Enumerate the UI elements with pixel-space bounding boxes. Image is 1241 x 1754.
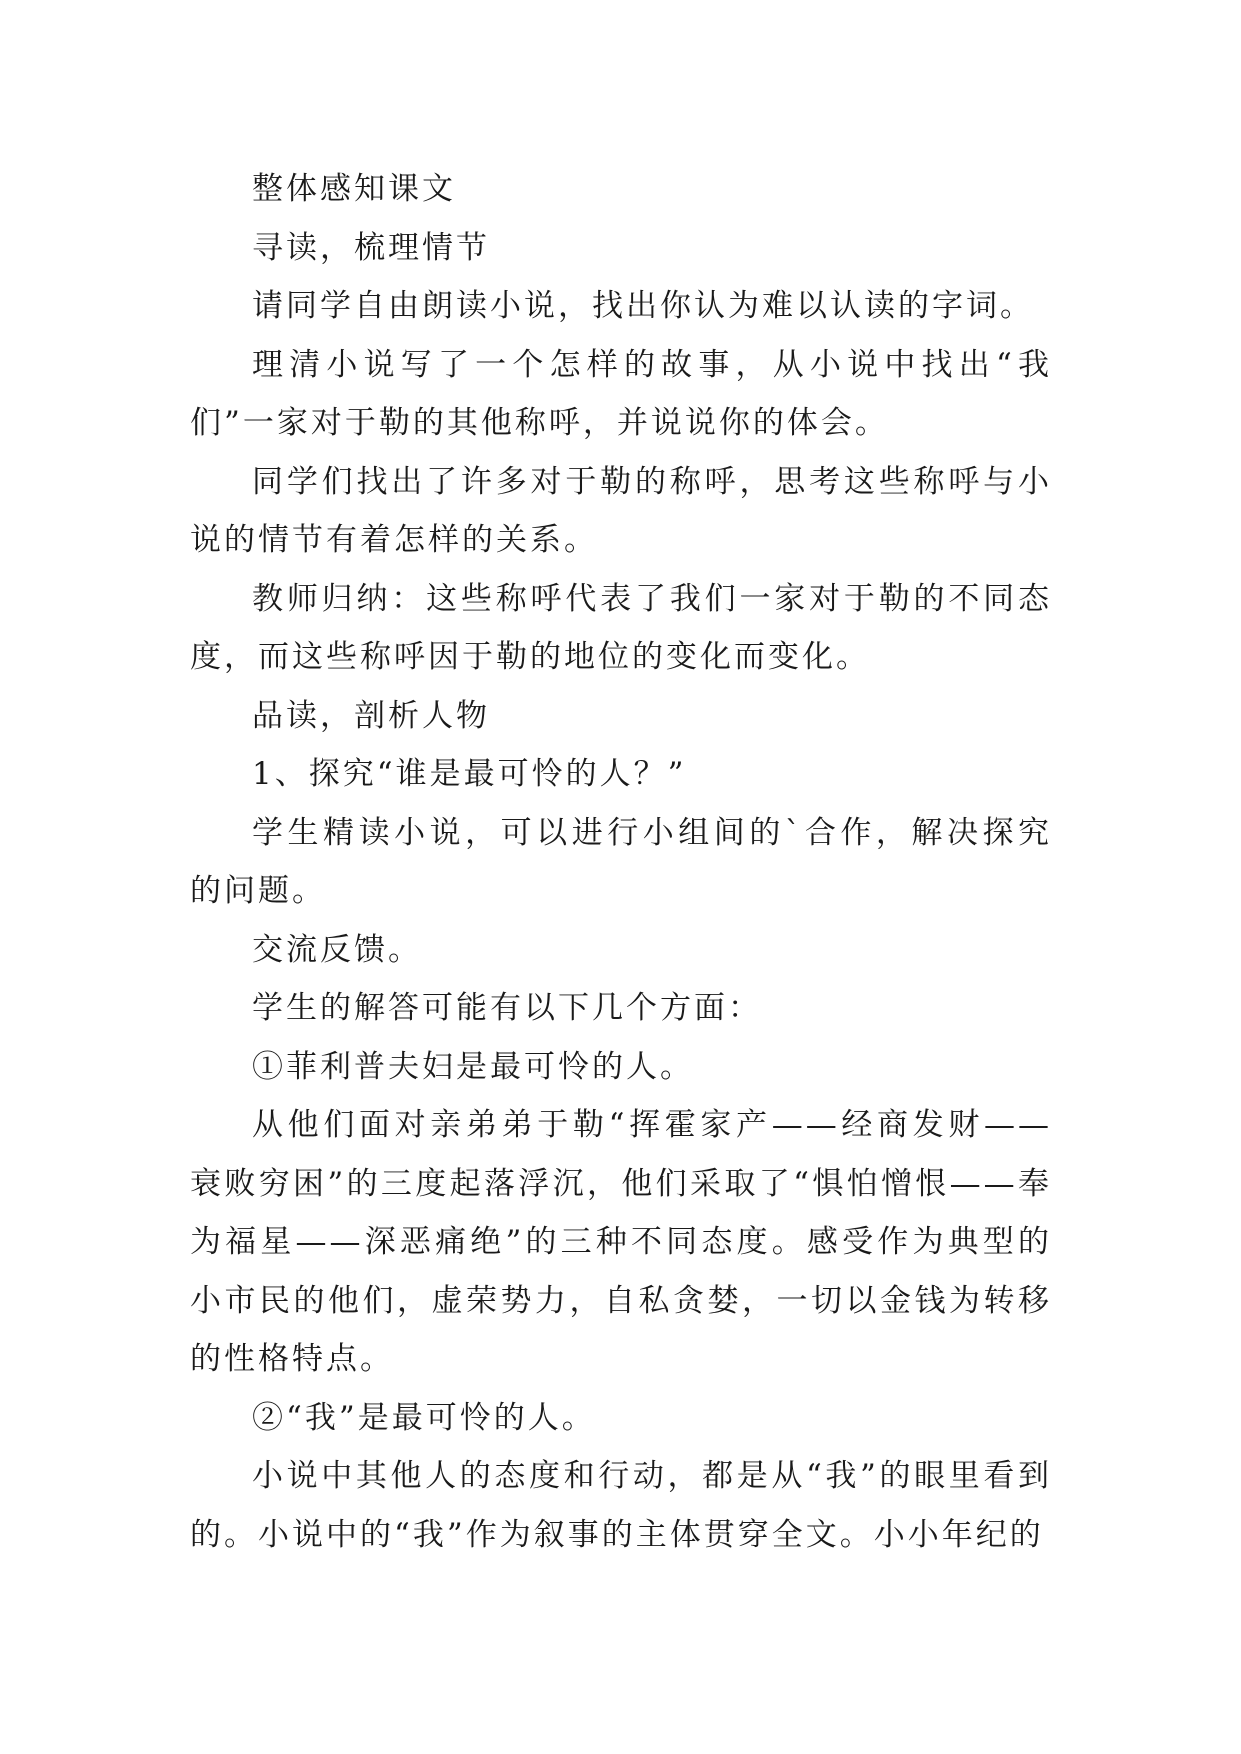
paragraph: 交流反馈。 [252, 931, 422, 968]
paragraph: 同学们找出了许多对于勒的称呼，思考这些称呼与小说的情节有着怎样的关系。 [190, 463, 1052, 558]
paragraph-answer-1: ①菲利普夫妇是最可怜的人。 [252, 1048, 694, 1085]
paragraph: 教师归纳：这些称呼代表了我们一家对于勒的不同态度，而这些称呼因于勒的地位的变化而变化。 [190, 580, 1052, 675]
paragraph: 学生精读小说，可以进行小组间的`合作，解决探究的问题。 [190, 814, 1052, 909]
paragraph: 学生的解答可能有以下几个方面： [252, 990, 762, 1026]
paragraph: 请同学自由朗读小说，找出你认为难以认读的字词。 [252, 288, 1034, 324]
paragraph-question: 1、探究“谁是最可怜的人？” [252, 756, 687, 792]
paragraph-heading-characters: 品读，剖析人物 [252, 697, 490, 734]
document-body [190, 160, 1052, 1564]
paragraph-heading-plot: 寻读，梳理情节 [252, 229, 490, 266]
paragraph: 理清小说写了一个怎样的故事，从小说中找出“我们”一家对于勒的其他称呼，并说说你的体会。 [190, 346, 1052, 441]
paragraph-answer-2: ②“我”是最可怜的人。 [252, 1399, 596, 1436]
paragraph: 小说中其他人的态度和行动，都是从“我”的眼里看到的。小说中的“我”作为叙事的主体贯穿全文。小小年纪的 [190, 1458, 1052, 1553]
paragraph: 从他们面对亲弟弟于勒“挥霍家产——经商发财——衰败穷困”的三度起落浮沉，他们采取了“惧怕憎恨——奉为福星——深恶痛绝”的三种不同态度。感受作为典型的小市民的他们，虚荣势力，自私贪婪，一切以金钱为转移的性格特点。 [190, 1107, 1052, 1377]
paragraph-heading-overview: 整体感知课文 [252, 171, 456, 207]
